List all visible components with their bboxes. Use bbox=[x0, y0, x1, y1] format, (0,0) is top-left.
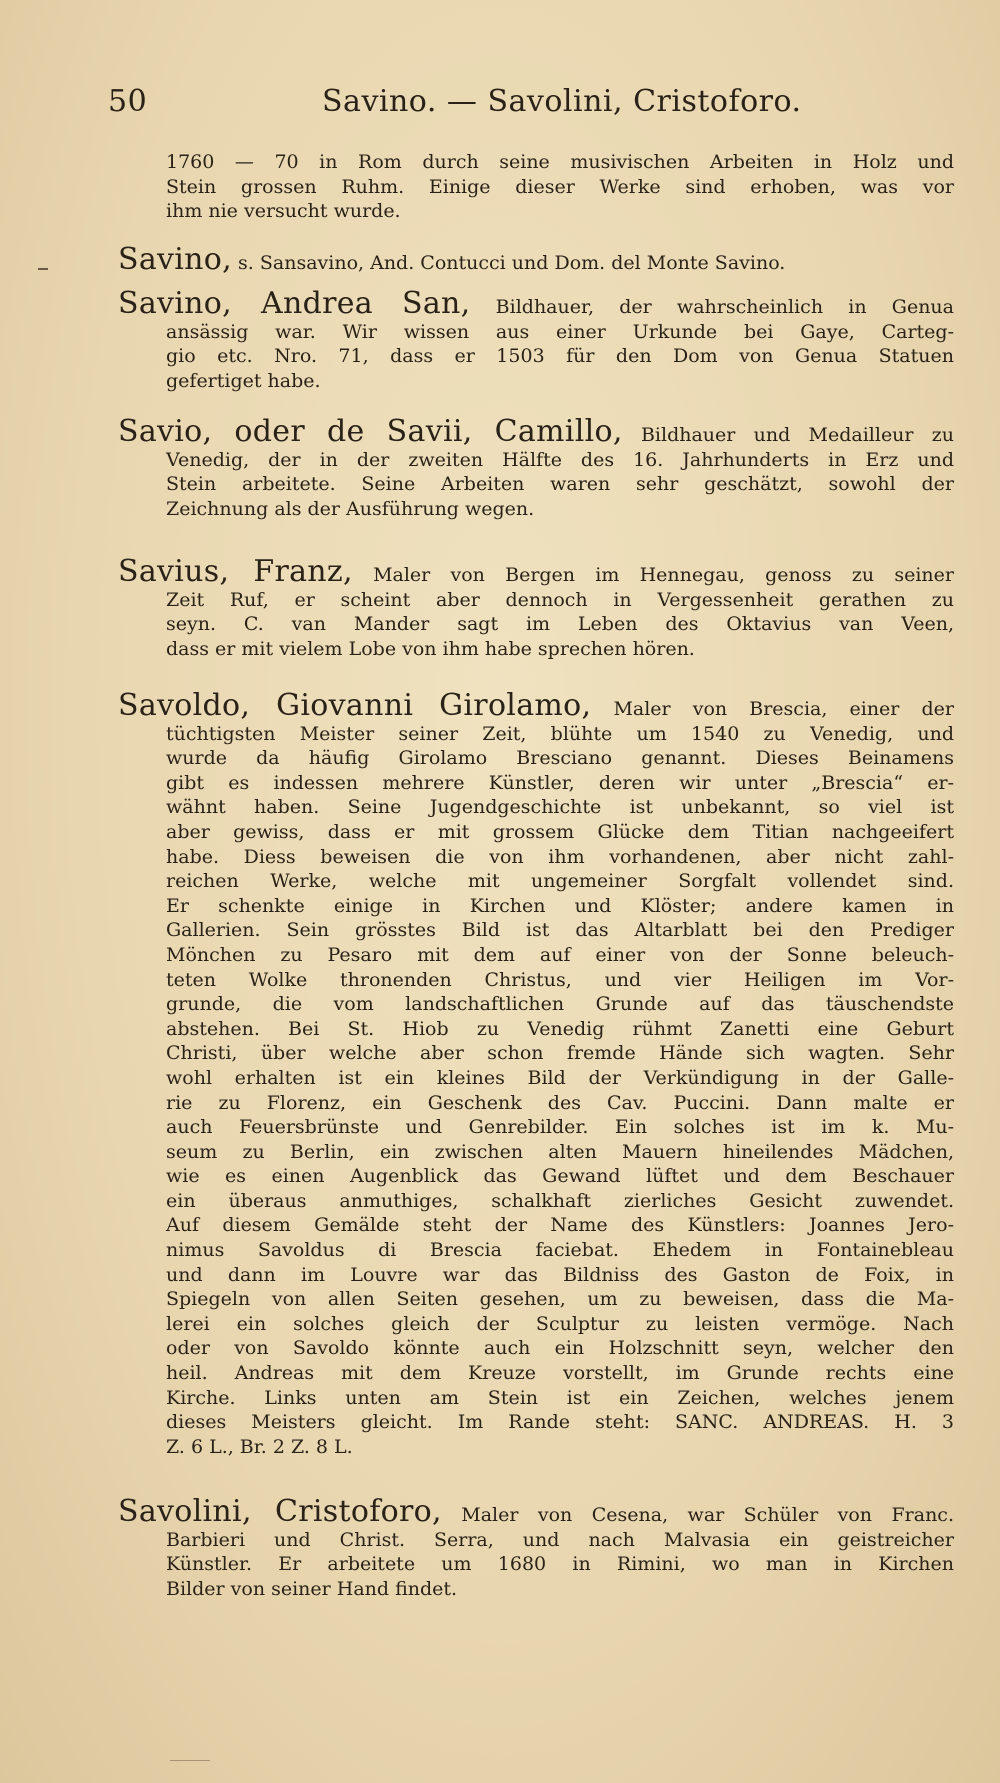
entry-headword: Savoldo, Giovanni Girolamo, bbox=[118, 688, 592, 723]
text-line: seyn. C. van Mander sagt im Leben des Oktavius van Veen, bbox=[166, 613, 954, 636]
text-line: Christi, über welche aber schon fremde Hände sich wagten. Sehr bbox=[166, 1042, 954, 1065]
entry-savius bbox=[118, 554, 954, 661]
text-line: wurde da häufig Girolamo Bresciano genannt. Dieses Beinamens bbox=[166, 747, 954, 770]
text-line: Z. 6 L., Br. 2 Z. 8 L. bbox=[166, 1435, 353, 1458]
entry-headword: Savius, Franz, bbox=[118, 554, 353, 589]
text-line: lerei ein solches gleich der Sculptur zu leisten vermöge. Nach bbox=[166, 1312, 954, 1335]
text-line: gefertiget habe. bbox=[166, 369, 321, 392]
text-line: Er schenkte einige in Kirchen und Klöster; andere kamen in bbox=[166, 894, 954, 917]
text-line: tüchtigsten Meister seiner Zeit, blühte um 1540 zu Venedig, und bbox=[166, 722, 954, 745]
text-line: Mönchen zu Pesaro mit dem auf einer von der Sonne beleuch- bbox=[166, 943, 954, 966]
entry-text: Maler von Brescia, einer der bbox=[613, 698, 954, 720]
text-line: Stein arbeitete. Seine Arbeiten waren sehr geschätzt, sowohl der bbox=[166, 473, 954, 496]
text-line: seum zu Berlin, ein zwischen alten Mauern hineilendes Mädchen, bbox=[166, 1140, 954, 1163]
text-line: wie es einen Augenblick das Gewand lüftet und dem Beschauer bbox=[166, 1165, 954, 1188]
entry-savino-andrea bbox=[118, 286, 954, 393]
text-line: grunde, die vom landschaftlichen Grunde auf das täuschendste bbox=[166, 993, 954, 1016]
text-line: Auf diesem Gemälde steht der Name des Künstlers: Joannes Jero- bbox=[166, 1214, 954, 1237]
margin-mark bbox=[38, 268, 48, 270]
text-line: rie zu Florenz, ein Geschenk des Cav. Puccini. Dann malte er bbox=[166, 1091, 954, 1114]
text-line: und dann im Louvre war das Bildniss des Gaston de Foix, in bbox=[166, 1263, 954, 1286]
entry-text: Maler von Bergen im Hennegau, genoss zu seiner bbox=[373, 564, 954, 586]
text-line: gibt es indessen mehrere Künstler, deren wir unter „Brescia“ er- bbox=[166, 771, 954, 794]
text-line: gio etc. Nro. 71, dass er 1503 für den Dom von Genua Statuen bbox=[166, 345, 954, 368]
entry-savolini bbox=[118, 1494, 954, 1601]
text-line: Gallerien. Sein grösstes Bild ist das Altarblatt bei den Prediger bbox=[166, 919, 954, 942]
entry-text: Bildhauer, der wahrscheinlich in Genua bbox=[495, 296, 954, 318]
entry-headword: Savino, bbox=[118, 242, 232, 277]
text-line: ansässig war. Wir wissen aus einer Urkunde bei Gaye, Carteg- bbox=[166, 320, 954, 343]
text-line: dass er mit vielem Lobe von ihm habe sprechen hören. bbox=[166, 637, 695, 660]
entry-savino bbox=[118, 242, 954, 277]
entry-headword: Savolini, Cristoforo, bbox=[118, 1494, 442, 1529]
text-line: Künstler. Er arbeitete um 1680 in Rimini, wo man in Kirchen bbox=[166, 1553, 954, 1576]
text-line: habe. Diess beweisen die von ihm vorhandenen, aber nicht zahl- bbox=[166, 845, 954, 868]
text-line: teten Wolke thronenden Christus, und vier Heiligen im Vor- bbox=[166, 968, 954, 991]
text-line: dieses Meisters gleicht. Im Rande steht: SANC. ANDREAS. H. 3 bbox=[166, 1411, 954, 1434]
text-line: ihm nie versucht wurde. bbox=[166, 200, 401, 223]
text-line: wähnt haben. Seine Jugendgeschichte ist unbekannt, so viel ist bbox=[166, 796, 954, 819]
header-title: Savino. — Savolini, Cristoforo. bbox=[322, 84, 802, 119]
text-line: Stein grossen Ruhm. Einige dieser Werke sind erhoben, was vor bbox=[166, 175, 954, 198]
entry-text: Maler von Cesena, war Schüler von Franc. bbox=[461, 1504, 954, 1526]
bottom-smudge bbox=[170, 1760, 210, 1761]
text-line: Bilder von seiner Hand findet. bbox=[166, 1577, 458, 1600]
page-number: 50 bbox=[108, 84, 148, 119]
text-line: abstehen. Bei St. Hiob zu Venedig rühmt Zanetti eine Geburt bbox=[166, 1017, 954, 1040]
text-line: Venedig, der in der zweiten Hälfte des 16. Jahrhunderts in Erz und bbox=[166, 448, 954, 471]
entry-savio bbox=[118, 414, 955, 521]
entry-savoldo bbox=[118, 688, 954, 1459]
text-line: auch Feuersbrünste und Genrebilder. Ein solches ist im k. Mu- bbox=[166, 1116, 954, 1139]
text-line: wohl erhalten ist ein kleines Bild der Verkündigung in der Galle- bbox=[166, 1066, 954, 1089]
text-line: reichen Werke, welche mit ungemeiner Sorgfalt vollendet sind. bbox=[166, 870, 954, 893]
text-line: aber gewiss, dass er mit grossem Glücke dem Titian nachgeeifert bbox=[166, 820, 954, 843]
text-line: Zeit Ruf, er scheint aber dennoch in Vergessenheit gerathen zu bbox=[166, 588, 954, 611]
entry-headword: Savio, oder de Savii, Camillo, bbox=[118, 414, 623, 449]
entry-text: Bildhauer und Medailleur zu bbox=[640, 424, 955, 446]
text-line: Kirche. Links unten am Stein ist ein Zeichen, welches jenem bbox=[166, 1386, 954, 1409]
text-line: Zeichnung als der Ausführung wegen. bbox=[166, 497, 535, 520]
continuation-paragraph bbox=[166, 150, 954, 224]
text-line: ein überaus anmuthiges, schalkhaft zierliches Gesicht zuwendet. bbox=[166, 1189, 954, 1212]
text-line: oder von Savoldo könnte auch ein Holzschnitt seyn, welcher den bbox=[166, 1337, 954, 1360]
text-line: Spiegeln von allen Seiten gesehen, um zu beweisen, dass die Ma- bbox=[166, 1288, 954, 1311]
text-line: 1760 — 70 in Rom durch seine musivischen Arbeiten in Holz und bbox=[166, 151, 954, 173]
entry-text: s. Sansavino, And. Contucci und Dom. del Monte Savino. bbox=[238, 252, 786, 274]
entry-headword: Savino, Andrea San, bbox=[118, 286, 471, 321]
text-line: nimus Savoldus di Brescia faciebat. Ehedem in Fontainebleau bbox=[166, 1239, 954, 1262]
text-line: heil. Andreas mit dem Kreuze vorstellt, im Grunde rechts eine bbox=[166, 1362, 954, 1385]
text-line: Barbieri und Christ. Serra, und nach Malvasia ein geistreicher bbox=[166, 1528, 954, 1551]
